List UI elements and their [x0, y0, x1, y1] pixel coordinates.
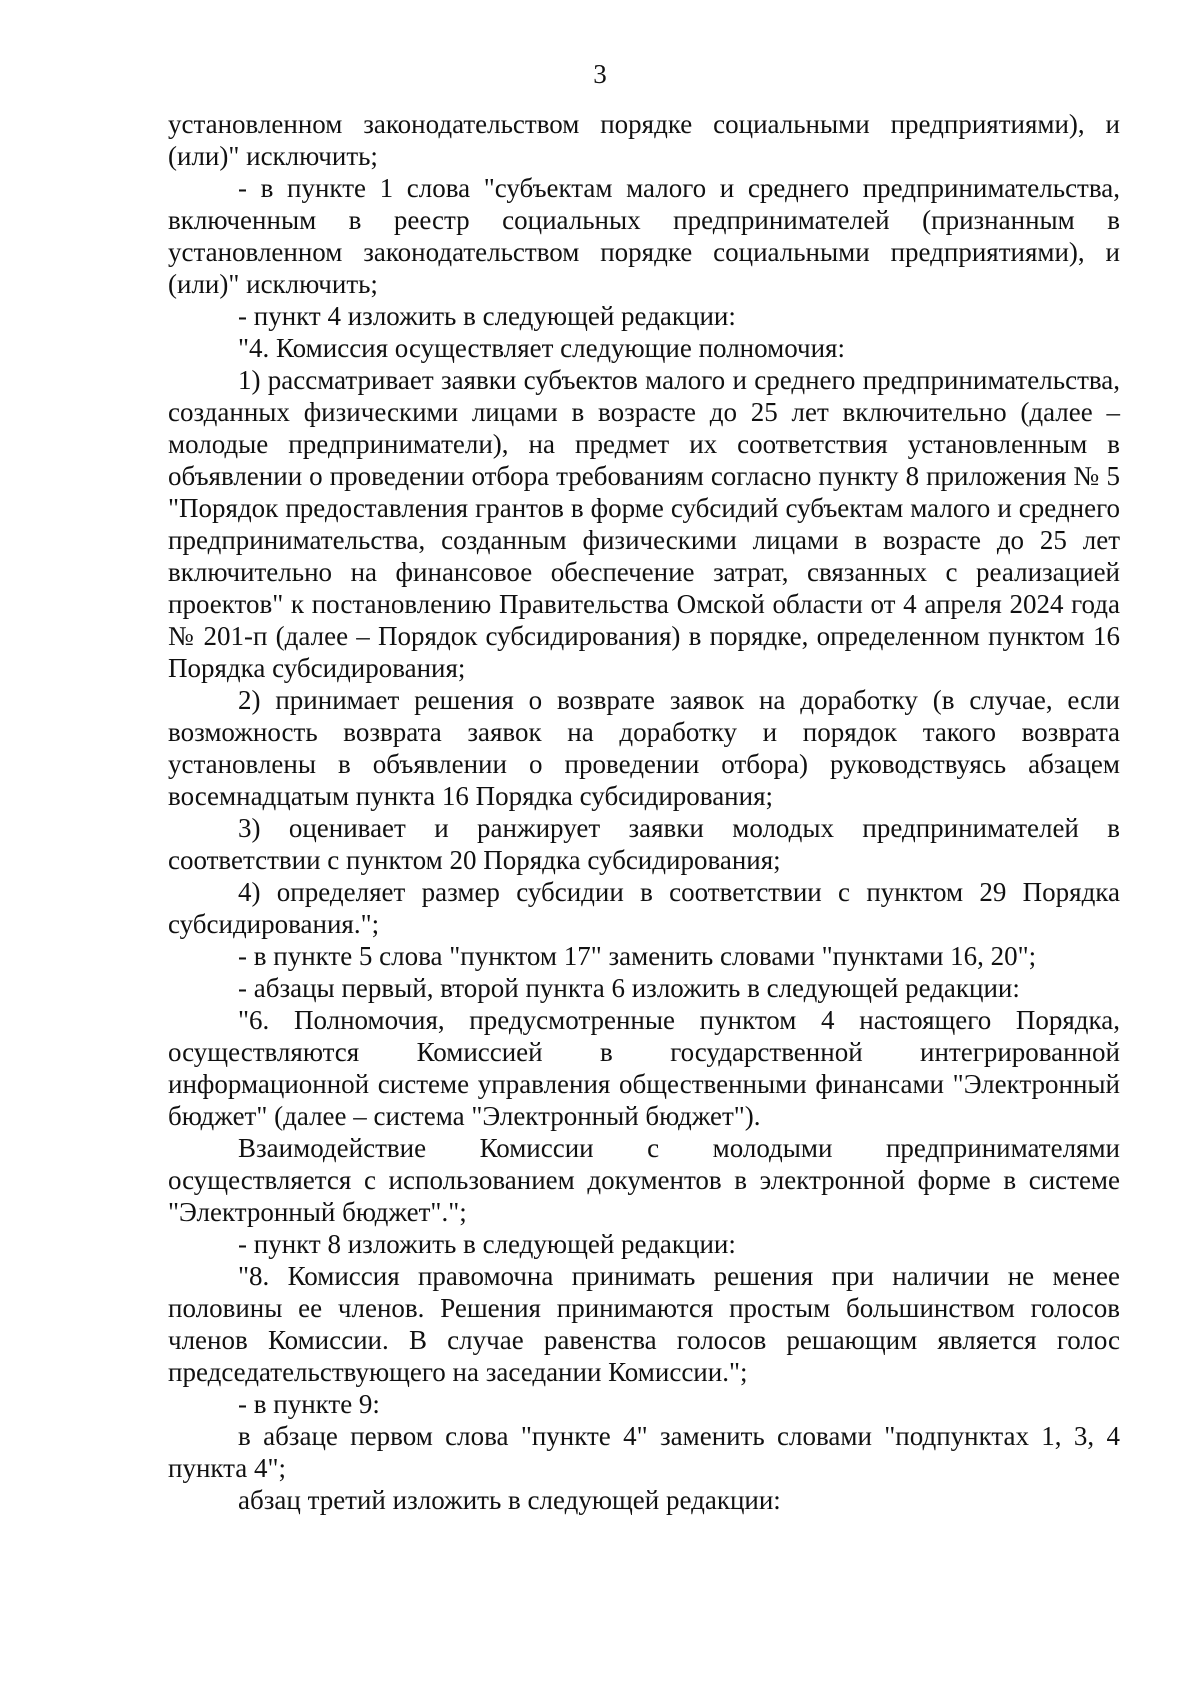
paragraph-7: 3) оценивает и ранжирует заявки молодых предпринимателей в соответствии с пунктом 20 Порядка субсидирования;: [168, 813, 1120, 875]
paragraph-16: в абзаце первом слова "пункте 4" заменить словами "подпунктах 1, 3, 4 пункта 4";: [168, 1421, 1120, 1483]
paragraph-8: 4) определяет размер субсидии в соответствии с пунктом 29 Порядка субсидирования.";: [168, 877, 1120, 939]
paragraph-6: 2) принимает решения о возврате заявок на доработку (в случае, если возможность возврата заявок на доработку и порядок такого возврата установлены в объявлении о проведении отбора) руководствуясь абзацем восемнадцатым пункта 16 Порядка субсидирования;: [168, 685, 1120, 811]
paragraph-15: - в пункте 9:: [238, 1389, 380, 1419]
paragraph-17: абзац третий изложить в следующей редакции:: [238, 1485, 781, 1515]
paragraph-11: "6. Полномочия, предусмотренные пунктом 4 настоящего Порядка, осуществляются Комиссией в государственной интегрированной информационной системе управления общественными финансами "Электронный бюджет" (далее – система "Электронный бюджет").: [168, 1005, 1120, 1131]
paragraph-5: 1) рассматривает заявки субъектов малого и среднего предпринимательства, созданных физическими лицами в возрасте до 25 лет включительно (далее – молодые предприниматели), на предмет их соответствия установленным в объявлении о проведении отбора требованиям согласно пункту 8 приложения № 5 "Порядок предоставления грантов в форме субсидий субъектам малого и среднего предпринимательства, созданным физическими лицами в возрасте до 25 лет включительно на финансовое обеспечение затрат, связанных с реализацией проектов" к постановлению Правительства Омской области от 4 апреля 2024 года № 201-п (далее – Порядок субсидирования) в порядке, определенном пунктом 16 Порядка субсидирования;: [168, 365, 1120, 683]
paragraph-4: "4. Комиссия осуществляет следующие полномочия:: [238, 333, 845, 363]
paragraph-2: - в пункте 1 слова "субъектам малого и среднего предпринимательства, включенным в реестр социальных предпринимателей (признанным в установленном законодательством порядке социальными предприятиями), и (или)" исключить;: [168, 173, 1120, 299]
paragraph-9: - в пункте 5 слова "пунктом 17" заменить словами "пунктами 16, 20";: [238, 941, 1037, 971]
paragraph-14: "8. Комиссия правомочна принимать решения при наличии не менее половины ее членов. Решения принимаются простым большинством голосов членов Комиссии. В случае равенства голосов решающим является голос председательствующего на заседании Комиссии.";: [168, 1261, 1120, 1387]
paragraph-12: Взаимодействие Комиссии с молодыми предпринимателями осуществляется с использованием документов в электронной форме в системе "Электронный бюджет".";: [168, 1133, 1120, 1227]
paragraph-13: - пункт 8 изложить в следующей редакции:: [238, 1229, 736, 1259]
paragraph-10: - абзацы первый, второй пункта 6 изложить в следующей редакции:: [238, 973, 1020, 1003]
document-body: [168, 108, 1120, 1516]
page-number: 3: [593, 59, 607, 89]
paragraph-3: - пункт 4 изложить в следующей редакции:: [238, 301, 736, 331]
paragraph-1: установленном законодательством порядке социальными предприятиями), и (или)" исключить;: [168, 109, 1120, 171]
